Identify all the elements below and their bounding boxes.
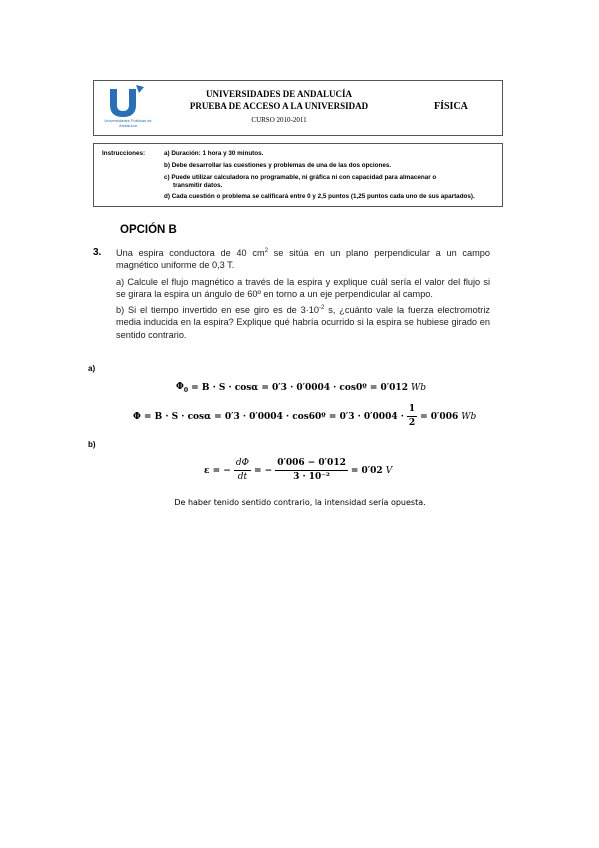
eq3-lhs: ε = − [204, 465, 231, 476]
equation-flux-rotated [133, 404, 476, 429]
instructions-box [93, 143, 503, 207]
u-logo-icon [106, 85, 150, 119]
instruction-item: b) Debe desarrollar las cuestiones y problemas de una de las dos opciones. [164, 162, 392, 169]
question-intro [116, 247, 490, 272]
part-b-superscript: -2 [319, 305, 325, 312]
eq2-rhs: = B · S · cosα = 0′3 · 0′0004 · cos60º = 0′3 · 0′0004 · [143, 411, 404, 422]
instruction-item [164, 174, 499, 190]
intro-text: Una espira conductora de 40 cm [116, 248, 265, 258]
solution-label-a: a) [88, 364, 96, 373]
eq3-frac1-numerator: dΦ [234, 458, 251, 471]
part-b-text: b) Si el tiempo invertido en ese giro es de 3·10 [116, 305, 320, 316]
question-statement [116, 247, 490, 345]
subject-name: FÍSICA [434, 101, 468, 112]
instruction-text: c) Puede utilizar calculadora no programable, ni gráfica ni con capacidad para almacenar o [164, 174, 437, 181]
solution-label-b: b) [88, 440, 96, 449]
eq2-unit: Wb [461, 411, 477, 422]
eq3-frac2-denominator: 3 · 10⁻² [293, 472, 330, 482]
instructions-list [164, 150, 499, 205]
option-title: OPCIÓN B [120, 224, 177, 236]
course-year: CURSO 2010-2011 [251, 116, 307, 124]
question-part-a: a) Calcule el flujo magnético a través de la espira y explique cuál sería el valor del flujo si se girara la espira un ángulo de 60º en torno a un eje perpendicular al campo. [116, 276, 490, 299]
eq2-fraction [407, 404, 417, 429]
eq3-mid: = − [253, 465, 273, 476]
intro-text-end: se sitúa en un plano perpendicular a un campo magnético uniforme de 0,3 T. [116, 248, 490, 271]
question-number: 3. [93, 247, 102, 258]
instruction-item: d) Cada cuestión o problema se calificará entre 0 y 2,5 puntos (1,25 puntos cada uno de sus apartados). [164, 193, 475, 200]
part-b-text-end: s, ¿cuánto vale la fuerza electromotriz media inducida en la espira? Explique qué habría ocurrido si la espira se hubiese girado en sentido contrario. [116, 305, 490, 340]
instructions-label: Instrucciones: [102, 150, 146, 157]
eq3-fraction-values [275, 458, 348, 483]
eq2-lhs: Φ [133, 411, 141, 422]
intro-superscript: 2 [264, 248, 268, 254]
eq3-frac1-denominator: dt [237, 472, 248, 482]
eq2-frac-denominator: 2 [408, 418, 416, 428]
header-line-2: PRUEBA DE ACCESO A LA UNIVERSIDAD [189, 101, 369, 111]
eq2-result: = 0′006 [420, 411, 459, 422]
header-line-1: UNIVERSIDADES DE ANDALUCÍA [205, 89, 353, 99]
eq2-frac-numerator: 1 [407, 404, 417, 417]
logo-caption: Universidades Públicas de Andalucía [104, 118, 152, 128]
eq1-lhs: $\Phi_0$ [176, 382, 189, 394]
instruction-text-continued: transmitir datos. [173, 182, 223, 189]
eq3-unit: V [385, 465, 393, 476]
eq3-fraction-derivative [234, 458, 251, 483]
exam-header [93, 80, 503, 136]
eq1-unit: Wb [410, 382, 426, 393]
instruction-item: a) Duración: 1 hora y 30 minutos. [164, 150, 264, 157]
equation-flux-initial [176, 382, 426, 394]
eq3-result: = 0′02 [350, 465, 383, 476]
eq3-frac2-numerator: 0′006 − 0′012 [275, 458, 348, 471]
question-part-b [116, 304, 490, 341]
eq1-rhs: = B · S · cosα = 0′3 · 0′0004 · cos0º = 0′012 [191, 382, 408, 393]
university-title [179, 88, 379, 112]
university-logo [100, 85, 156, 133]
conclusion-text: De haber tenido sentido contrario, la intensidad sería opuesta. [174, 498, 426, 507]
equation-emf [204, 458, 392, 483]
